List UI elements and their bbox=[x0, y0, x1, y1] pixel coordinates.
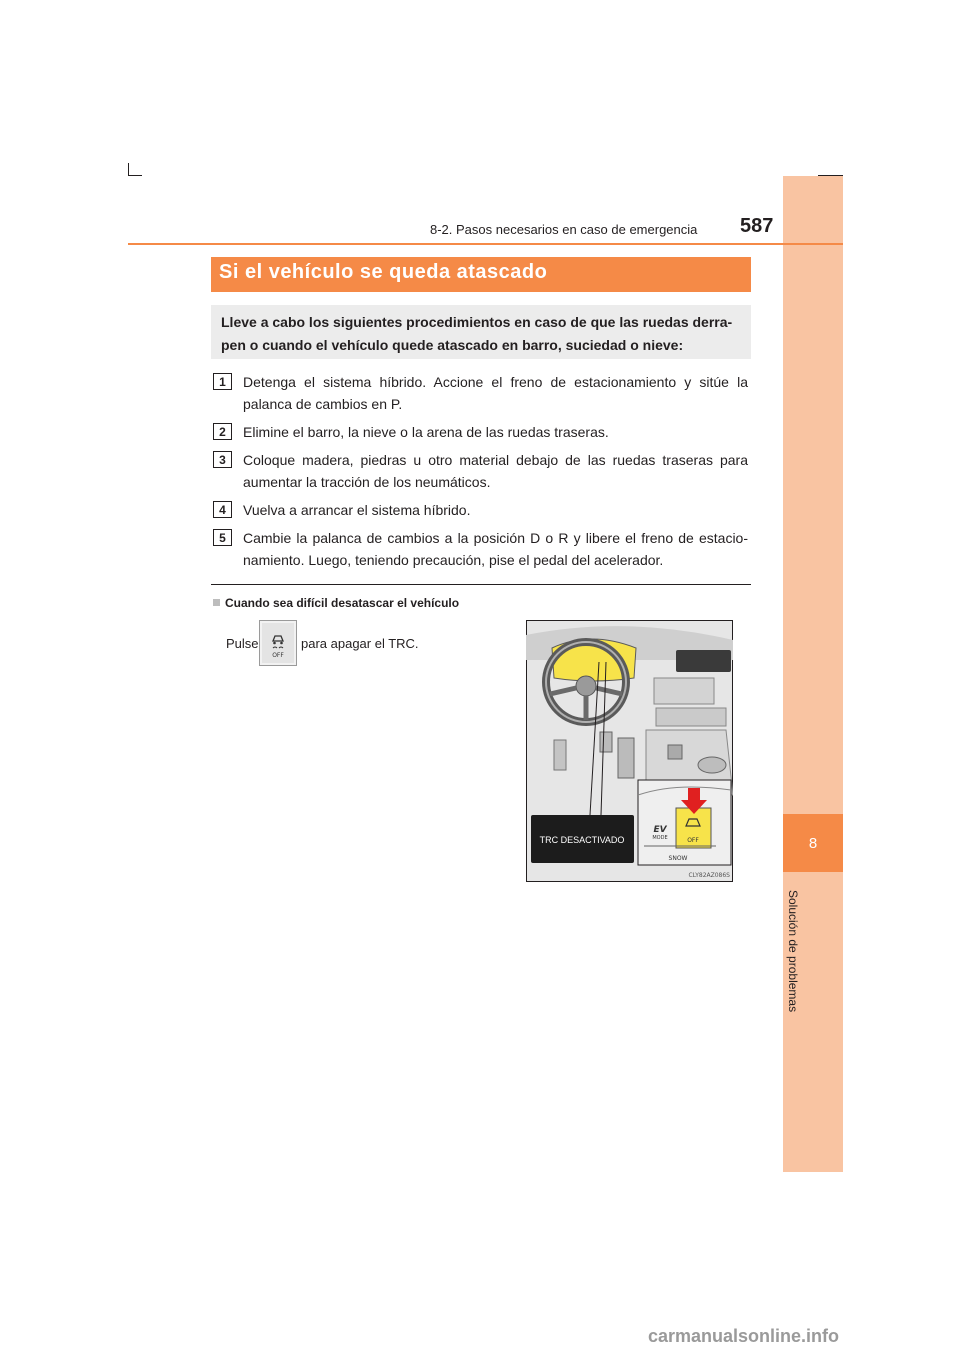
step-number: 5 bbox=[213, 529, 232, 546]
step-text: Detenga el sistema híbrido. Accione el freno de estacionamiento y sitúe la palanca de cambios en P. bbox=[243, 374, 748, 412]
trc-off-button-icon bbox=[259, 620, 297, 666]
step-text: Coloque madera, piedras u otro material debajo de las ruedas traseras para aumentar la tracción de los neumáticos. bbox=[243, 452, 748, 490]
dashboard-illustration bbox=[526, 620, 733, 882]
illustration-code: CLY82AZ086S bbox=[688, 872, 730, 879]
header-divider bbox=[128, 243, 843, 245]
step-text: Cambie la palanca de cambios a la posición D o R y libere el freno de estacio-namiento. Luego, teniendo precaución, pise el pedal del acelerador. bbox=[243, 530, 748, 568]
section-title: Si el vehículo se queda atascado bbox=[219, 261, 548, 283]
page-number: 587 bbox=[740, 215, 774, 237]
chapter-title bbox=[786, 890, 806, 1020]
section-divider bbox=[211, 584, 751, 585]
note-heading-text: Cuando sea difícil desatascar el vehículo bbox=[225, 596, 460, 610]
chapter-sidebar bbox=[783, 176, 843, 1172]
crop-mark bbox=[128, 163, 129, 175]
inset-off-label: OFF bbox=[687, 837, 699, 844]
step-text: Elimine el barro, la nieve o la arena de las ruedas traseras. bbox=[243, 424, 609, 440]
section-reference: 8-2. Pasos necesarios en caso de emergencia bbox=[430, 222, 698, 237]
watermark: carmanualsonline.info bbox=[648, 1326, 840, 1346]
crop-mark bbox=[128, 175, 142, 176]
pulse-label: Pulse bbox=[226, 636, 259, 651]
step-number: 3 bbox=[213, 451, 232, 468]
step-number: 1 bbox=[213, 373, 232, 390]
intro-box bbox=[211, 305, 751, 359]
step-number: 4 bbox=[213, 501, 232, 518]
intro-text: Lleve a cabo los siguientes procedimientos en caso de que las ruedas derra-pen o cuando el vehículo quede atascado en barro, suciedad o nieve: bbox=[221, 314, 733, 353]
square-bullet-icon bbox=[213, 599, 220, 606]
chapter-title-text: Solución de problemas bbox=[786, 890, 800, 1013]
trc-off-label: OFF bbox=[272, 652, 284, 659]
chapter-number-tab: 8 bbox=[783, 814, 843, 872]
pulse-instruction: para apagar el TRC. bbox=[301, 636, 419, 651]
snow-label: SNOW bbox=[668, 855, 688, 862]
trc-display-text: TRC DESACTIVADO bbox=[539, 835, 625, 845]
step-text: Vuelva a arrancar el sistema híbrido. bbox=[243, 502, 471, 518]
section-title-bar bbox=[211, 257, 751, 292]
ev-label: EV bbox=[653, 825, 667, 835]
step-number: 2 bbox=[213, 423, 232, 440]
note-heading bbox=[213, 596, 459, 610]
mode-label: MODE bbox=[652, 835, 668, 841]
